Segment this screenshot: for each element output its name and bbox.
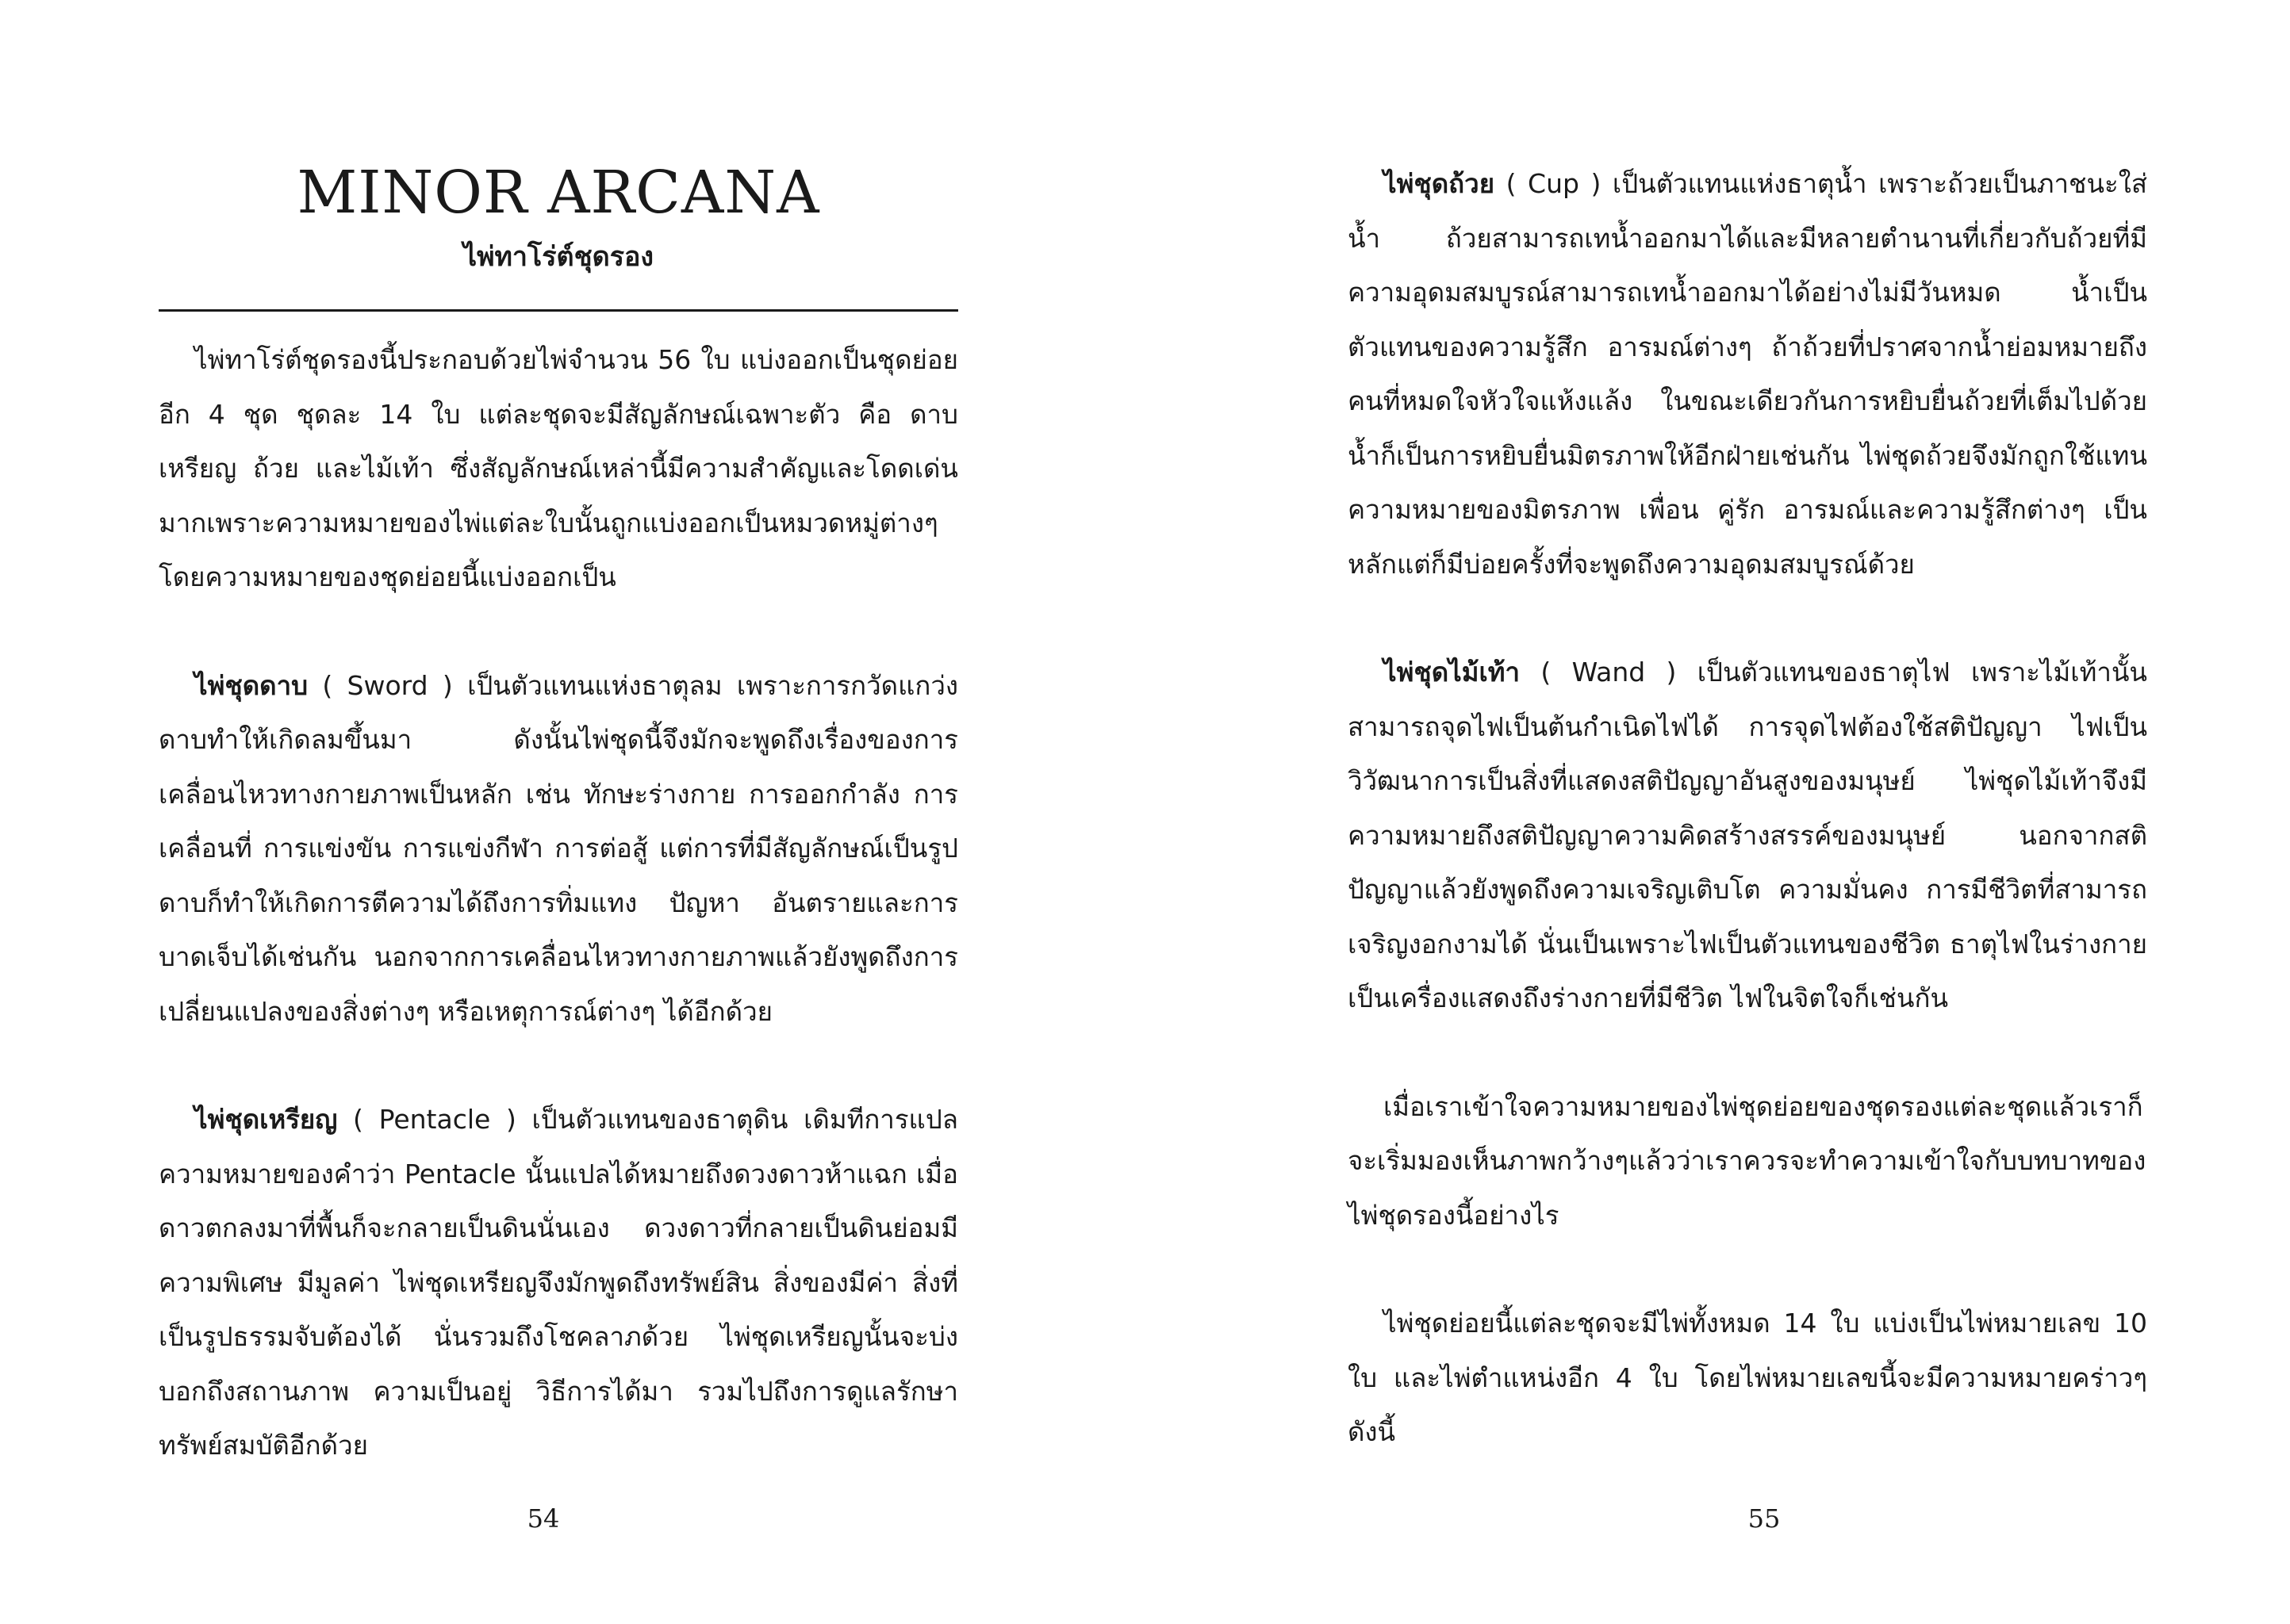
intro-paragraph: ไพ่ทาโร่ต์ชุดรองนี้ประกอบด้วยไพ่จำนวน 56 ใบ แบ่งออกเป็นชุดย่อยอีก 4 ชุด ชุดละ 14 ใบ แต่ละชุดจะมีสัญลักษณ์เฉพาะตัว คือ ดาบ เหรียญ ถ้วย และไม้เท้า ซึ่งสัญลักษณ์เหล่านี้มีความสำคัญและโดดเด่นมากเพราะความหมายของไพ่แต่ละใบนั้นถูกแบ่งออกเป็นหมวดหมู่ต่างๆ โดยความหมายของชุดย่อยนี้แบ่งออกเป็น (159, 344, 958, 592)
sword-heading: ไพ่ชุดดาบ (194, 669, 309, 701)
cup-paragraph (1348, 157, 2147, 592)
wand-text: ( Wand ) เป็นตัวแทนของธาตุไฟ เพราะไม้เท้านั้นสามารถจุดไฟเป็นต้นกำเนิดไฟได้ การจุดไฟต้องใช้สติปัญญา ไฟเป็นวิวัฒนาการเป็นสิ่งที่แสดงสติปัญญาอันสูงของมนุษย์ ไพ่ชุดไม้เท้าจึงมีความหมายถึงสติปัญญาความคิดสร้างสรรค์ของมนุษย์ นอกจากสติปัญญาแล้วยังพูดถึงความเจริญเติบโต ความมั่นคง การมีชีวิตที่สามารถเจริญงอกงามได้ นั่นเป็นเพราะไฟเป็นตัวแทนของชีวิต ธาตุไฟในร่างกายเป็นเครื่องแสดงถึงร่างกายที่มีชีวิต ไฟในจิตใจก็เช่นกัน (1348, 657, 2147, 1013)
wand-paragraph (1348, 645, 2147, 1026)
page-subtitle: ไพ่ทาโร่ต์ชุดรอง (462, 241, 654, 273)
cup-heading: ไพ่ชุดถ้วย (1383, 168, 1495, 199)
understanding-paragraph: เมื่อเราเข้าใจความหมายของไพ่ชุดย่อยของชุดรองแต่ละชุดแล้วเราก็จะเริ่มมองเห็นภาพกว้างๆแล้วว่าเราควรจะทำความเข้าใจกับบทบาทของไพ่ชุดรองนี้อย่างไร (1348, 1090, 2146, 1231)
pentacle-text: ( Pentacle ) เป็นตัวแทนของธาตุดิน เดิมทีการแปลความหมายของคำว่า Pentacle นั้นแปลได้หมายถึงดวงดาวห้าแฉก เมื่อดาวตกลงมาที่พื้นก็จะกลายเป็นดินนั่นเอง ดวงดาวที่กลายเป็นดินย่อมมีความพิเศษ มีมูลค่า ไพ่ชุดเหรียญจึงมักพูดถึงทรัพย์สิน สิ่งของมีค่า สิ่งที่เป็นรูปธรรมจับต้องได้ นั่นรวมถึงโชคลาภด้วย ไพ่ชุดเหรียญนั้นจะบ่งบอกถึงสถานภาพ ความเป็นอยู่ วิธีการได้มา รวมไปถึงการดูแลรักษาทรัพย์สมบัติอีกด้วย (159, 1104, 958, 1461)
closing-paragraph: ไพ่ชุดย่อยนี้แต่ละชุดจะมีไพ่ทั้งหมด 14 ใบ แบ่งเป็นไพ่หมายเลข 10 ใบ และไพ่ตำแหน่งอีก 4 ใบ โดยไพ่หมายเลขนี้จะมีความหมายคร่าวๆ ดังนี้ (1348, 1308, 2147, 1447)
cup-text: ( Cup ) เป็นตัวแทนแห่งธาตุน้ำ เพราะถ้วยเป็นภาชนะใส่น้ำ ถ้วยสามารถเทน้ำออกมาได้และมีหลายตำนานที่เกี่ยวกับถ้วยที่มีความอุดมสมบูรณ์สามารถเทน้ำออกมาได้อย่างไม่มีวันหมด น้ำเป็นตัวแทนของความรู้สึก อารมณ์ต่างๆ ถ้าถ้วยที่ปราศจากน้ำย่อมหมายถึงคนที่หมดใจหัวใจแห้งแล้ง ในขณะเดียวกันการหยิบยื่นถ้วยที่เต็มไปด้วยน้ำก็เป็นการหยิบยื่นมิตรภาพให้อีกฝ่ายเช่นกัน ไพ่ชุดถ้วยจึงมักถูกใช้แทนความหมายของมิตรภาพ เพื่อน คู่รัก อารมณ์และความรู้สึกต่างๆ เป็นหลักแต่ก็มีบ่อยครั้งที่จะพูดถึงความอุดมสมบูรณ์ด้วย (1348, 168, 2147, 580)
right-page (1145, 0, 2290, 1624)
pentacle-heading: ไพ่ชุดเหรียญ (194, 1104, 338, 1135)
right-text-column (1348, 157, 2147, 1460)
pentacle-paragraph (159, 1093, 958, 1473)
title-divider (159, 309, 958, 312)
page-title: MINOR ARCANA (297, 159, 820, 227)
sword-paragraph (159, 659, 958, 1040)
page-number-left: 54 (527, 1503, 560, 1534)
page-number-right: 55 (1747, 1503, 1781, 1534)
wand-heading: ไพ่ชุดไม้เท้า (1383, 657, 1521, 688)
left-text-column (159, 333, 958, 1473)
title-block (159, 155, 958, 277)
sword-text: ( Sword ) เป็นตัวแทนแห่งธาตุลม เพราะการกวัดแกว่งดาบทำให้เกิดลมขึ้นมา ดังนั้นไพ่ชุดนี้จึงมักจะพูดถึงเรื่องของการเคลื่อนไหวทางกายภาพเป็นหลัก เช่น ทักษะร่างกาย การออกกำลัง การเคลื่อนที่ การแข่งขัน การแข่งกีฬา การต่อสู้ แต่การที่มีสัญลักษณ์เป็นรูปดาบก็ทำให้เกิดการตีความได้ถึงการทิ่มแทง ปัญหา อันตรายและการบาดเจ็บได้เช่นกัน นอกจากการเคลื่อนไหวทางกายภาพแล้วยังพูดถึงการเปลี่ยนแปลงของสิ่งต่างๆ หรือเหตุการณ์ต่างๆ ได้อีกด้วย (159, 669, 958, 1027)
